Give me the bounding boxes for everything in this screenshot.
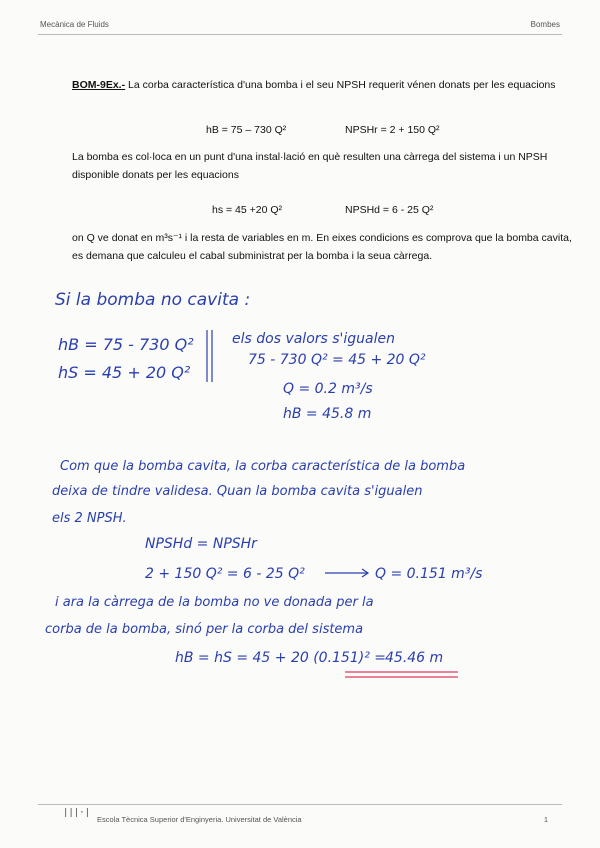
hand-line-7: hB = 45.8 m	[283, 406, 372, 422]
hand-line-2: hB = 75 - 730 Q²	[58, 335, 194, 354]
hand-line-6: Q = 0.2 m³/s	[283, 381, 373, 397]
university-logo: |||·|	[63, 808, 91, 818]
hand-line-5: 75 - 730 Q² = 45 + 20 Q²	[248, 352, 426, 368]
equation-npsh-required: NPSHr = 2 + 150 Q²	[345, 124, 440, 136]
hand-line-13: Q = 0.151 m³/s	[375, 566, 483, 582]
hand-line-11: NPSHd = NPSHr	[145, 536, 257, 552]
hand-line-12: 2 + 150 Q² = 6 - 25 Q²	[145, 566, 305, 582]
hand-line-15: corba de la bomba, sinó per la corba del sistema	[45, 622, 364, 637]
equation-system-head: hs = 45 +20 Q²	[212, 204, 283, 216]
footer-page-number: 1	[543, 815, 548, 824]
footer-divider	[38, 804, 562, 805]
header-course: Mecànica de Fluids	[40, 20, 109, 29]
hand-line-16: hB = hS = 45 + 20 (0.151)² =	[175, 650, 387, 666]
hand-line-4: els dos valors s'igualen	[232, 331, 396, 347]
problem-statement-2: La bomba es col·loca en un punt d'una instal·lació en què resulten una càrrega del sistema i un NPSH disponible donats per les equacions	[72, 151, 548, 181]
problem-id: BOM-9Ex.-	[72, 79, 126, 91]
hand-line-10: els 2 NPSH.	[52, 511, 127, 526]
hand-line-3: hS = 45 + 20 Q²	[58, 363, 191, 382]
hand-result: 45.46 m	[385, 650, 444, 666]
equation-pump-head: hB = 75 – 730 Q²	[206, 124, 287, 136]
hand-line-14: i ara la càrrega de la bomba no ve donada per la	[55, 595, 374, 610]
hand-line-8: Com que la bomba cavita, la corba característica de la bomba	[60, 459, 466, 474]
hand-line-1: Si la bomba no cavita :	[55, 290, 251, 310]
hand-line-9: deixa de tindre validesa. Quan la bomba cavita s'igualen	[52, 484, 423, 499]
footer-institution: Escola Tècnica Superior d'Enginyeria. Universitat de València	[97, 815, 302, 824]
header-topic: Bombes	[530, 20, 560, 29]
problem-statement-3: on Q ve donat en m³s⁻¹ i la resta de variables en m. En eixes condicions es comprova que la bomba cavita, es demana que calculeu el cabal subministrat per la bomba i la seua càrrega.	[72, 232, 572, 262]
problem-text-1: La corba característica d'una bomba i el seu NPSH requerit vénen donats per les equacions	[125, 79, 556, 91]
equation-npsh-available: NPSHd = 6 - 25 Q²	[345, 204, 434, 216]
